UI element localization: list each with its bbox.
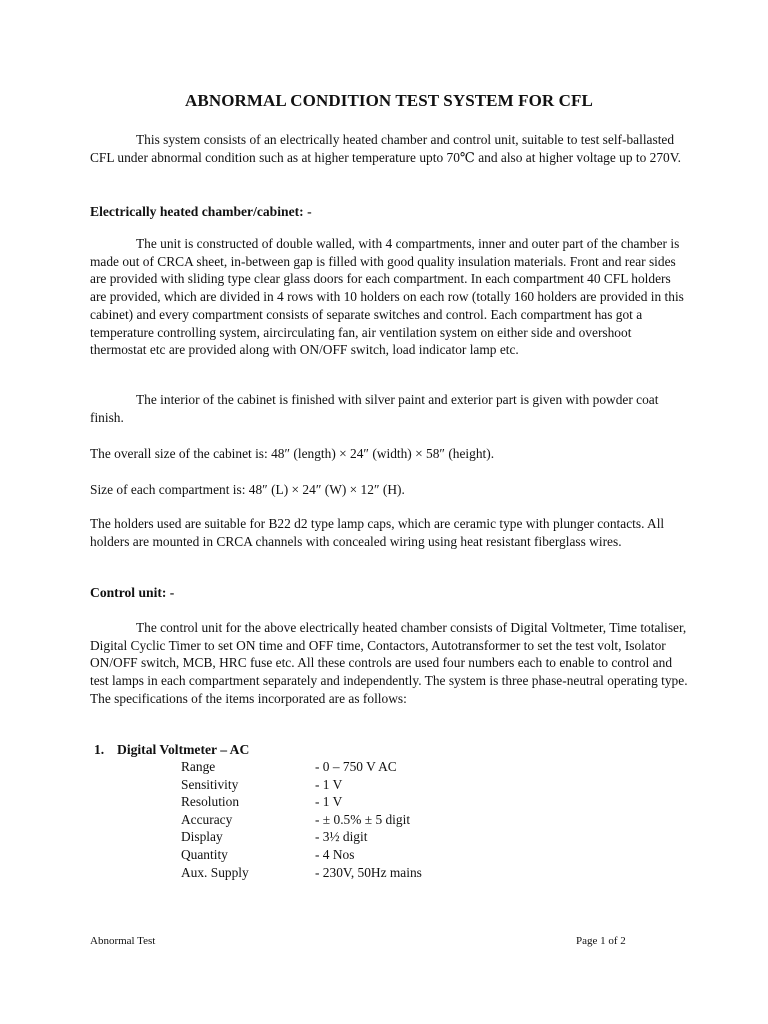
spec-value: - 0 – 750 V AC [315, 759, 397, 774]
spec-name: Sensitivity [181, 776, 239, 792]
spec-row [181, 758, 422, 776]
footer-page-number: Page 1 of 2 [576, 935, 626, 947]
spec-row [181, 846, 422, 864]
compartment-size-paragraph: Size of each compartment is: 48″ (L) × 24″ (W) × 12″ (H). [90, 482, 405, 497]
spec-row [181, 793, 422, 811]
control-unit-heading: Control unit: - [90, 585, 175, 600]
voltmeter-spec-table [181, 758, 422, 881]
spec-name: Accuracy [181, 811, 233, 827]
spec-value: - 4 Nos [315, 846, 355, 862]
spec-value: - ± 0.5% ± 5 digit [315, 811, 411, 827]
footer-document-name: Abnormal Test [90, 935, 156, 947]
spec-value: - 1 V [315, 794, 343, 810]
spec-name: Display [181, 829, 223, 845]
document-title: ABNORMAL CONDITION TEST SYSTEM FOR CFL [185, 91, 593, 110]
spec-value: - 1 V [315, 776, 343, 792]
spec-value: - 3½ digit [315, 829, 368, 845]
list-item-number: 1. [94, 742, 105, 757]
control-unit-paragraph: The control unit for the above electrically heated chamber consists of Digital Voltmeter, Time totaliser, Digital Cyclic Timer to set ON time and OFF time, Contactors, Autotransformer to set the test volt, Isolator ON/OFF switch, MCB, HRC fuse etc. All these controls are used four numbers each to enable to control and test lamps in each compartment separately and independently. The system is three phase-neutral operating type. The specifications of the items incorporated are as follows: [90, 620, 688, 706]
spec-row [181, 828, 422, 846]
spec-name: Resolution [181, 794, 240, 810]
cabinet-size-paragraph: The overall size of the cabinet is: 48″ (length) × 24″ (width) × 58″ (height). [90, 446, 495, 461]
spec-row [181, 811, 422, 829]
spec-name: Aux. Supply [181, 864, 249, 880]
spec-name: Range [181, 759, 216, 774]
spec-value: - 230V, 50Hz mains [315, 864, 422, 880]
list-item-digital-voltmeter [94, 741, 249, 759]
chamber-paragraph-2: The interior of the cabinet is finished with silver paint and exterior part is given with powder coat finish. [90, 392, 659, 425]
intro-paragraph: This system consists of an electrically heated chamber and control unit, suitable to test self-ballasted CFL under abnormal condition such as at higher temperature upto 70℃ and also at higher voltage up to 270V. [90, 132, 682, 165]
chamber-paragraph-1: The unit is constructed of double walled, with 4 compartments, inner and outer part of the chamber is made out of CRCA sheet, in-between gap is filled with good quality insulation materials. Front and rear sides are provided with sliding type clear glass doors for each compartment. In each compartment 40 CFL holders are provided, which are divided in 4 rows with 10 holders on each row (totally 160 holders are provided in this cabinet) and every compartment consists of separate switches and control. Each compartment has got a temperature controlling system, aircirculating fan, air ventilation system on either side and overshoot thermostat etc are provided along with ON/OFF switch, load indicator lamp etc. [90, 236, 684, 358]
list-item-label: Digital Voltmeter – AC [117, 742, 250, 757]
spec-row [181, 864, 422, 882]
holders-paragraph: The holders used are suitable for B22 d2 type lamp caps, which are ceramic type with plunger contacts. All holders are mounted in CRCA channels with concealed wiring using heat resistant fiberglass wires. [90, 516, 665, 549]
chamber-heading: Electrically heated chamber/cabinet: - [90, 204, 312, 219]
spec-name: Quantity [181, 846, 228, 862]
spec-row [181, 776, 422, 794]
